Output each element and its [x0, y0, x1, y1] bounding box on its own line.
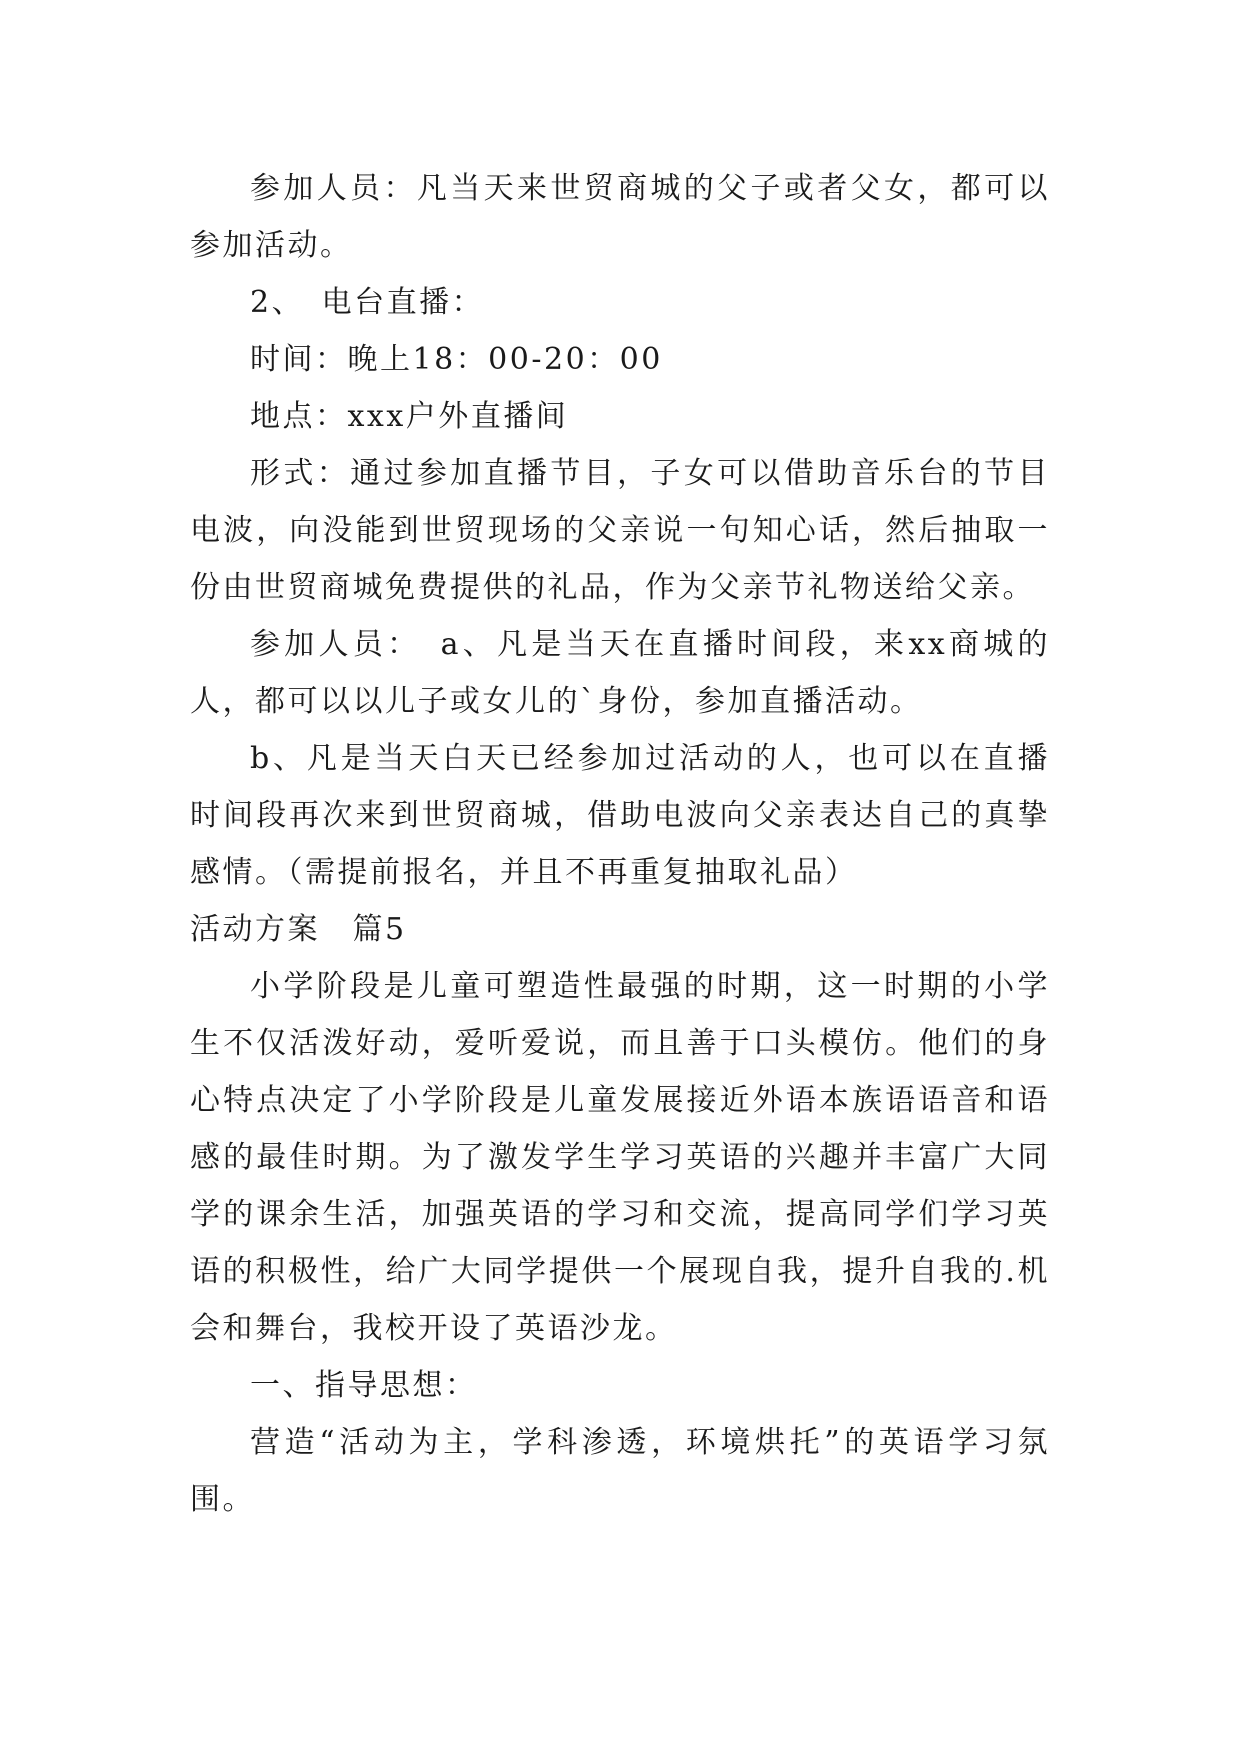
paragraph-participants-a: 参加人员： a、凡是当天在直播时间段，来xx商城的人，都可以以儿子或女儿的`身份，参加直播活动。	[190, 627, 1050, 719]
paragraph-participants-day: 参加人员：凡当天来世贸商城的父子或者父女，都可以参加活动。	[190, 171, 1050, 263]
paragraph-time: 时间：晚上18：00-20：00	[250, 342, 663, 377]
paragraph-guiding-ideology: 营造“活动为主，学科渗透，环境烘托”的英语学习氛围。	[190, 1425, 1050, 1517]
paragraph-location: 地点：xxx户外直播间	[250, 399, 569, 434]
document-body	[190, 160, 1050, 1528]
paragraph-guiding-ideology-title: 一、指导思想：	[250, 1368, 478, 1403]
paragraph-intro: 小学阶段是儿童可塑造性最强的时期，这一时期的小学生不仅活泼好动，爱听爱说，而且善于口头模仿。他们的身心特点决定了小学阶段是儿童发展接近外语本族语语音和语感的最佳时期。为了激发学生学习英语的兴趣并丰富广大同学的课余生活，加强英语的学习和交流，提高同学们学习英语的积极性，给广大同学提供一个展现自我，提升自我的.机会和舞台，我校开设了英语沙龙。	[190, 969, 1050, 1346]
paragraph-participants-b: b、凡是当天白天已经参加过活动的人，也可以在直播时间段再次来到世贸商城，借助电波向父亲表达自己的真挚感情。（需提前报名，并且不再重复抽取礼品）	[190, 741, 1050, 890]
paragraph-radio-live-title: 2、 电台直播：	[250, 285, 485, 320]
paragraph-format: 形式：通过参加直播节目，子女可以借助音乐台的节目电波，向没能到世贸现场的父亲说一句知心话，然后抽取一份由世贸商城免费提供的礼品，作为父亲节礼物送给父亲。	[190, 456, 1050, 605]
section-heading: 活动方案 篇5	[190, 912, 407, 947]
